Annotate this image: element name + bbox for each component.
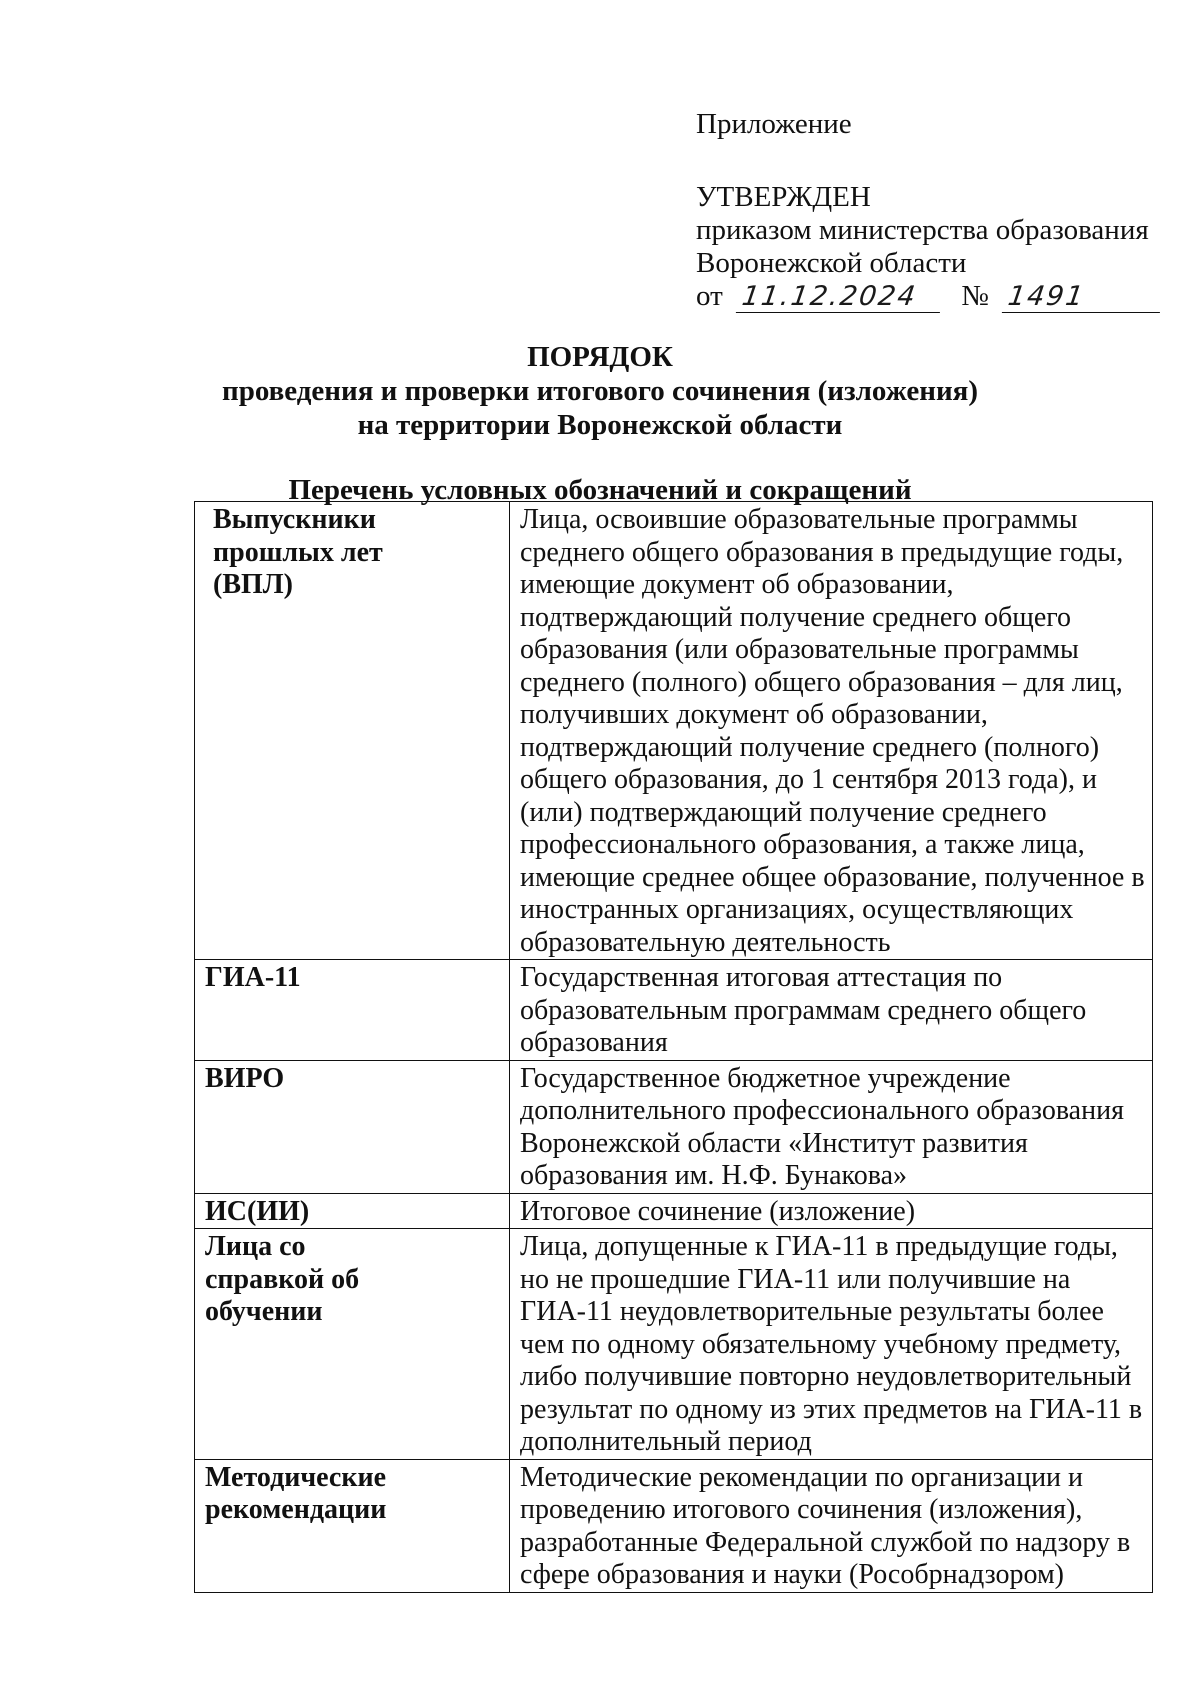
term-cell xyxy=(195,1193,510,1229)
abbreviations-table xyxy=(194,501,1153,1593)
term-line: ГИА-11 xyxy=(205,962,301,993)
term-line: (ВПЛ) xyxy=(213,569,293,600)
approved-label: УТВЕРЖДЕН xyxy=(696,181,871,213)
order-line-2: Воронежской области xyxy=(696,247,967,279)
term-line: прошлых лет xyxy=(213,536,383,568)
term-line: Лица со xyxy=(205,1231,306,1262)
table-row xyxy=(195,502,1153,960)
term-cell xyxy=(195,960,510,1061)
term-cell xyxy=(195,1459,510,1592)
term-line: рекомендации xyxy=(205,1494,387,1525)
handwritten-date: 11.12.2024 xyxy=(736,282,944,313)
definition-cell: Лица, допущенные к ГИА-11 в предыдущие годы, но не прошедшие ГИА-11 или получившие на ГИА-11 неудовлетворительные результаты более чем по одному обязательному учебному предмету, либо получившие повторно неудовлетворительный результат по одному из этих предметов на ГИА-11 в дополнительный период xyxy=(510,1229,1153,1460)
term-line: Методические xyxy=(205,1461,387,1493)
term-line: ВИРО xyxy=(205,1062,285,1094)
date-number-line xyxy=(696,280,1156,313)
term-line: справкой об xyxy=(205,1263,360,1295)
term-line: обучении xyxy=(205,1296,323,1327)
term-line: Выпускники xyxy=(213,504,376,535)
table-row xyxy=(195,1229,1153,1460)
abbreviations-heading: Перечень условных обозначений и сокращений xyxy=(288,474,912,506)
table-row xyxy=(195,1193,1153,1229)
term-line: ИС(ИИ) xyxy=(205,1195,310,1227)
table-row xyxy=(195,960,1153,1061)
definition-cell: Государственная итоговая аттестация по образовательным программам среднего общего образования xyxy=(510,960,1153,1061)
term-cell xyxy=(195,1060,510,1193)
definition-cell: Государственное бюджетное учреждение дополнительного профессионального образования Воронежской области «Институт развития образования им. Н.Ф. Бунакова» xyxy=(510,1060,1153,1193)
table-row xyxy=(195,1060,1153,1193)
table-row xyxy=(195,1459,1153,1592)
handwritten-number: 1491 xyxy=(1002,282,1164,313)
definition-cell: Лица, освоившие образовательные программы среднего общего образования в предыдущие годы, имеющие документ об образовании, подтверждающий получение среднего общего образования (или образовательные программы среднего (полного) общего образования – для лиц, получивших документ об образовании, подтверждающий получение среднего (полного) общего образования, до 1 сентября 2013 года), и (или) подтверждающий получение среднего профессионального образования, а также лица, имеющие среднее общее образование, полученное в иностранных организациях, осуществляющих образовательную деятельность xyxy=(510,502,1153,960)
term-cell xyxy=(195,502,510,960)
date-prefix: от xyxy=(696,280,723,312)
order-line-1: приказом министерства образования xyxy=(696,214,1149,246)
approval-block xyxy=(696,108,1156,313)
title-main: ПОРЯДОК xyxy=(527,341,673,373)
definition-cell: Методические рекомендации по организации и проведению итогового сочинения (изложения), разработанные Федеральной службой по надзору в сфере образования и науки (Рособрнадзором) xyxy=(510,1459,1153,1592)
appendix-label: Приложение xyxy=(696,108,852,140)
term-cell xyxy=(195,1229,510,1460)
definition-cell: Итоговое сочинение (изложение) xyxy=(510,1193,1153,1229)
document-title xyxy=(0,340,1200,442)
number-prefix: № xyxy=(961,280,989,312)
title-line-2: проведения и проверки итогового сочинения (изложения) xyxy=(222,375,978,407)
title-line-3: на территории Воронежской области xyxy=(357,409,843,441)
